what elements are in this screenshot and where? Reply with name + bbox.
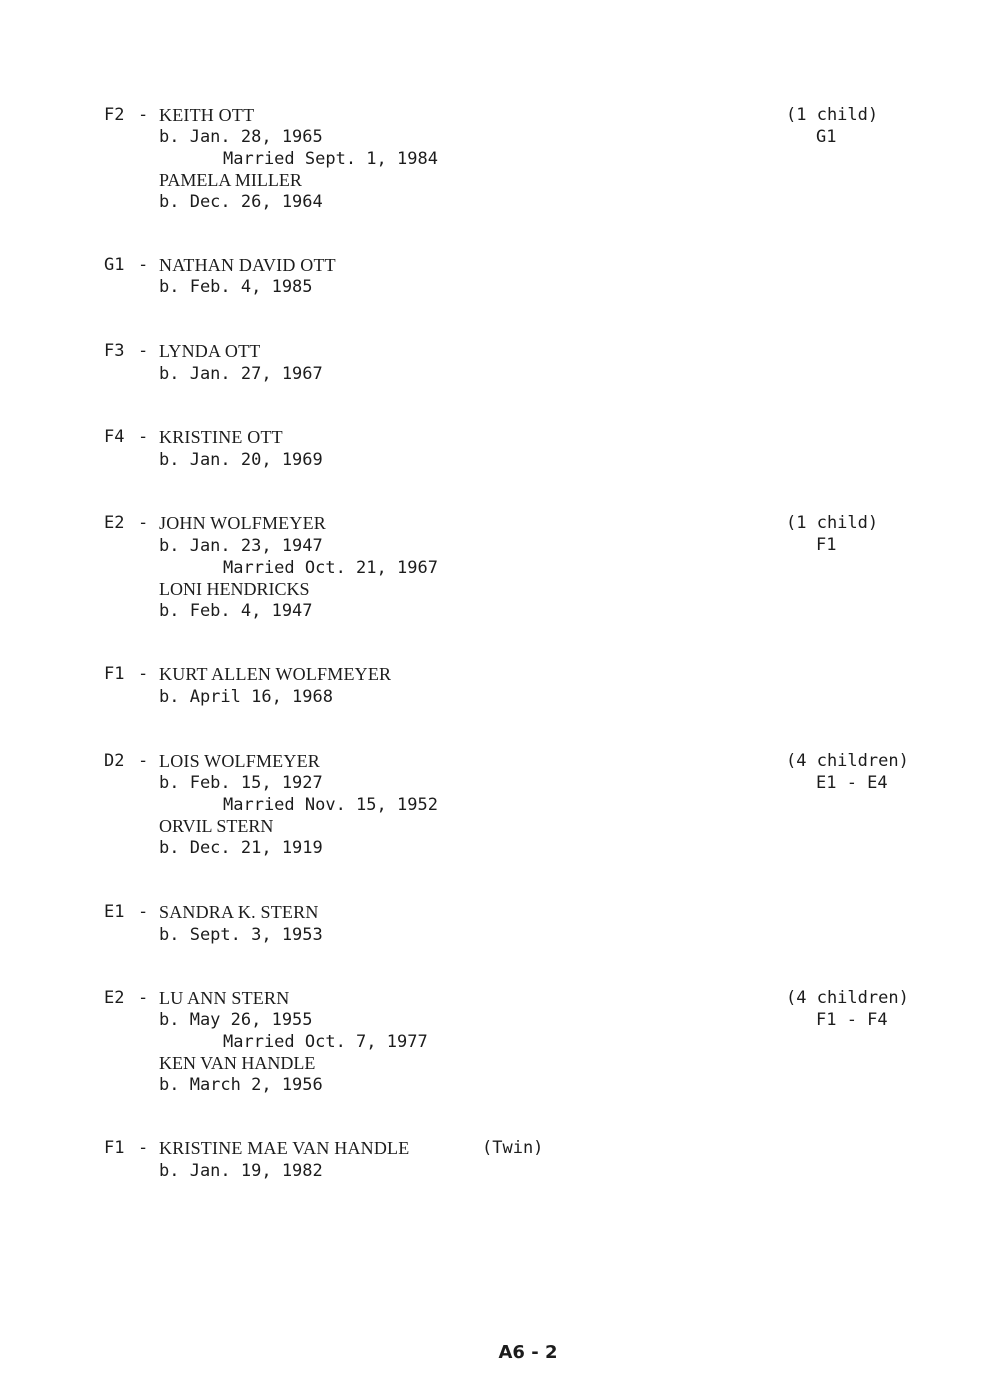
entry-code: F2	[104, 105, 125, 125]
entry-code: F4	[104, 427, 125, 447]
entry-code: F1	[104, 664, 125, 684]
entry-code: G1	[104, 255, 125, 275]
spouse-name: LONI HENDRICKS	[159, 579, 310, 599]
twin-note: (Twin)	[482, 1138, 544, 1158]
entry-dash: -	[138, 341, 149, 361]
person-name: LOIS WOLFMEYER	[159, 751, 320, 771]
children-count: (1 child)	[786, 105, 879, 125]
person-name: NATHAN DAVID OTT	[159, 255, 336, 275]
birth-date: b. Sept. 3, 1953	[159, 925, 323, 945]
marriage-date: Married Nov. 15, 1952	[223, 795, 438, 815]
birth-date: b. Jan. 28, 1965	[159, 127, 323, 147]
children-range: F1	[816, 535, 837, 555]
entry-dash: -	[138, 1138, 149, 1158]
children-count: (4 children)	[786, 988, 909, 1008]
entry-code: D2	[104, 751, 125, 771]
marriage-date: Married Oct. 7, 1977	[223, 1032, 428, 1052]
person-name: KEITH OTT	[159, 105, 255, 125]
entry-dash: -	[138, 513, 149, 533]
birth-date: b. May 26, 1955	[159, 1010, 313, 1030]
person-name: KRISTINE OTT	[159, 427, 283, 447]
entry-code: F3	[104, 341, 125, 361]
spouse-birth-date: b. Feb. 4, 1947	[159, 601, 313, 621]
person-name: LU ANN STERN	[159, 988, 290, 1008]
person-name: JOHN WOLFMEYER	[159, 513, 326, 533]
entry-code: F1	[104, 1138, 125, 1158]
birth-date: b. April 16, 1968	[159, 687, 333, 707]
entry-dash: -	[138, 664, 149, 684]
entry-dash: -	[138, 751, 149, 771]
entry-dash: -	[138, 902, 149, 922]
spouse-name: KEN VAN HANDLE	[159, 1053, 316, 1073]
entry-code: E2	[104, 988, 125, 1008]
children-range: G1	[816, 127, 837, 147]
birth-date: b. Feb. 4, 1985	[159, 277, 313, 297]
children-range: E1 - E4	[816, 773, 888, 793]
entry-dash: -	[138, 988, 149, 1008]
entry-code: E2	[104, 513, 125, 533]
birth-date: b. Feb. 15, 1927	[159, 773, 323, 793]
birth-date: b. Jan. 20, 1969	[159, 450, 323, 470]
children-count: (4 children)	[786, 751, 909, 771]
spouse-name: ORVIL STERN	[159, 816, 274, 836]
person-name: KRISTINE MAE VAN HANDLE	[159, 1138, 410, 1158]
entry-dash: -	[138, 255, 149, 275]
person-name: SANDRA K. STERN	[159, 902, 319, 922]
person-name: KURT ALLEN WOLFMEYER	[159, 664, 392, 684]
birth-date: b. Jan. 19, 1982	[159, 1161, 323, 1181]
spouse-name: PAMELA MILLER	[159, 170, 302, 190]
page-number: A6 - 2	[498, 1342, 558, 1363]
children-range: F1 - F4	[816, 1010, 888, 1030]
children-count: (1 child)	[786, 513, 879, 533]
spouse-birth-date: b. Dec. 21, 1919	[159, 838, 323, 858]
entry-code: E1	[104, 902, 125, 922]
spouse-birth-date: b. March 2, 1956	[159, 1075, 323, 1095]
entry-dash: -	[138, 427, 149, 447]
marriage-date: Married Sept. 1, 1984	[223, 149, 438, 169]
spouse-birth-date: b. Dec. 26, 1964	[159, 192, 323, 212]
marriage-date: Married Oct. 21, 1967	[223, 558, 438, 578]
birth-date: b. Jan. 27, 1967	[159, 364, 323, 384]
birth-date: b. Jan. 23, 1947	[159, 536, 323, 556]
entry-dash: -	[138, 105, 149, 125]
person-name: LYNDA OTT	[159, 341, 261, 361]
